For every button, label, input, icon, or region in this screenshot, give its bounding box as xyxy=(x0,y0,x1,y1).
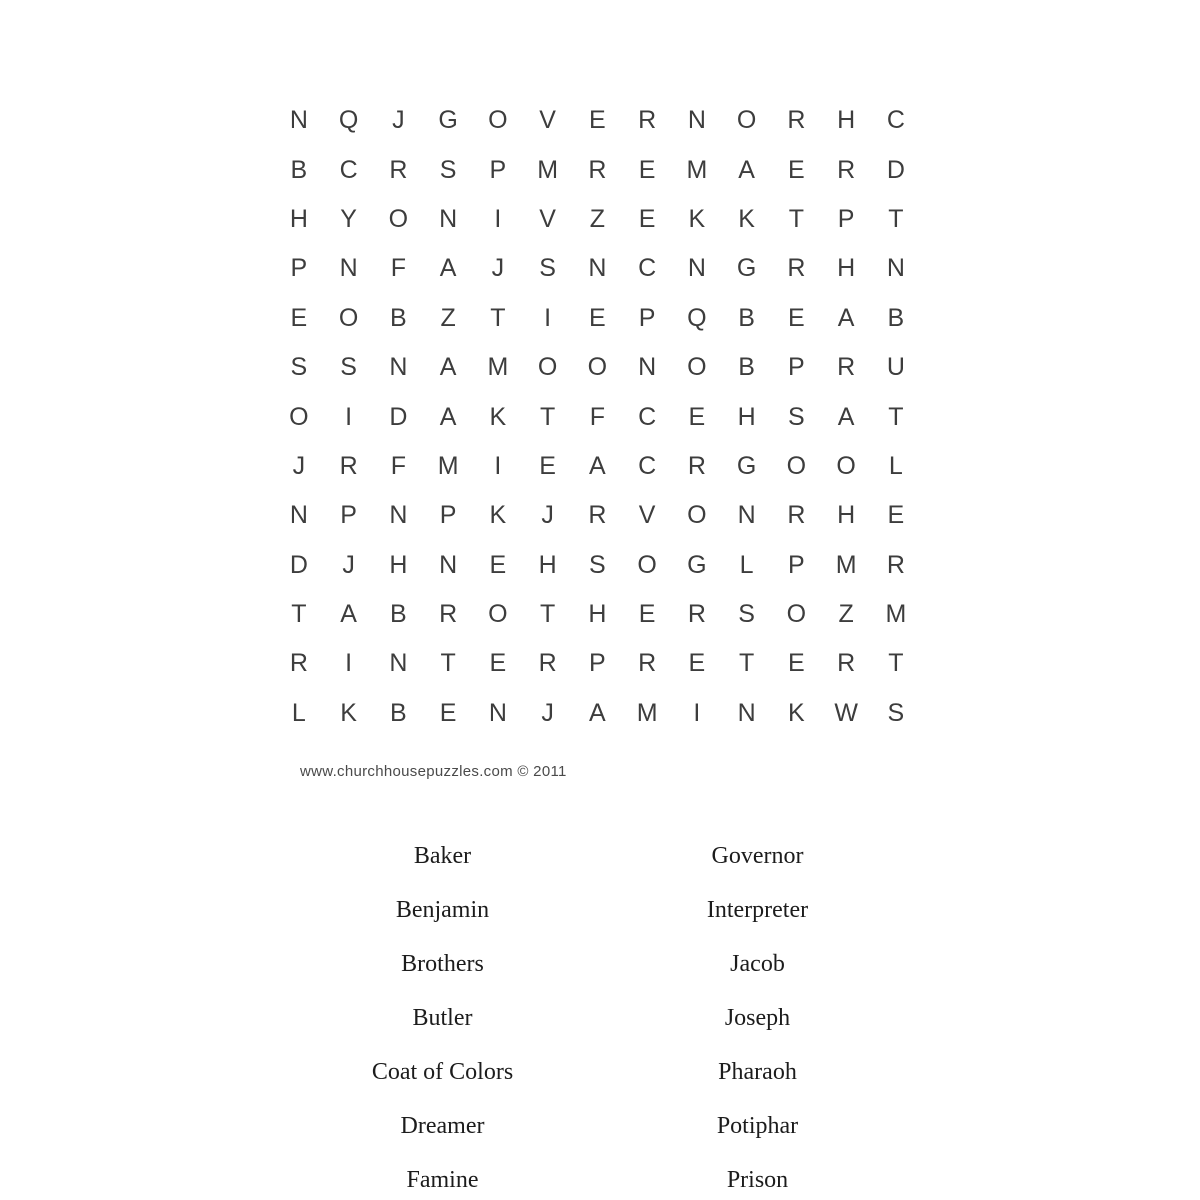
grid-letter: I xyxy=(345,402,353,431)
word-list-right-column xyxy=(600,829,915,1200)
grid-letter: R xyxy=(837,155,856,184)
grid-letter: K xyxy=(489,501,507,530)
grid-letter: B xyxy=(738,353,755,382)
grid-letter: C xyxy=(339,155,358,184)
grid-letter: K xyxy=(788,698,805,727)
grid-letter: M xyxy=(636,698,658,727)
grid-letter: O xyxy=(537,353,558,382)
grid-letter: C xyxy=(886,106,905,135)
grid-letter: F xyxy=(589,402,606,431)
grid-letter: I xyxy=(693,698,701,727)
grid-letter: A xyxy=(837,402,855,431)
grid-letter: S xyxy=(589,550,606,579)
grid-letter: F xyxy=(390,451,407,480)
grid-letter: P xyxy=(837,204,855,233)
word-list xyxy=(285,829,915,1200)
grid-letter: B xyxy=(738,303,755,332)
grid-letter: J xyxy=(392,106,405,135)
grid-letter: P xyxy=(589,649,606,678)
grid-letter: J xyxy=(292,451,306,480)
grid-letter: O xyxy=(786,600,807,629)
grid-letter: Z xyxy=(589,204,606,233)
grid-letter: Z xyxy=(838,600,854,629)
grid-letter: T xyxy=(888,204,904,233)
grid-letter: Q xyxy=(338,106,359,135)
grid-letter: H xyxy=(837,106,856,135)
grid-letter: N xyxy=(886,254,905,283)
word-list-item: Benjamin xyxy=(395,896,490,923)
grid-letter: N xyxy=(737,501,756,530)
grid-letter: H xyxy=(389,550,408,579)
grid-letter: S xyxy=(738,600,755,629)
grid-letter: S xyxy=(290,353,308,382)
word-list-item: Butler xyxy=(412,1004,473,1031)
grid-letter: L xyxy=(739,550,754,579)
grid-letter: I xyxy=(494,451,502,480)
grid-letter: O xyxy=(338,303,359,332)
grid-letter: T xyxy=(291,600,307,629)
grid-letter: H xyxy=(837,254,856,283)
grid-letter: F xyxy=(390,254,407,283)
grid-letter: S xyxy=(439,155,457,184)
grid-letter: R xyxy=(638,106,657,135)
grid-letter: E xyxy=(887,501,905,530)
grid-letter: S xyxy=(788,402,805,431)
grid-letter: B xyxy=(290,155,308,184)
word-list-item: Governor xyxy=(711,842,804,869)
grid-letter: N xyxy=(439,204,458,233)
grid-letter: G xyxy=(736,254,757,283)
grid-letter: E xyxy=(688,402,706,431)
grid-letter: A xyxy=(439,254,457,283)
grid-letter: T xyxy=(440,649,456,678)
grid-letter: G xyxy=(687,550,707,579)
grid-letter: P xyxy=(788,550,805,579)
grid-letter: I xyxy=(345,649,353,678)
grid-letter: A xyxy=(340,600,357,629)
grid-letter: I xyxy=(494,204,502,233)
grid-letter: P xyxy=(489,155,507,184)
grid-letter: R xyxy=(339,451,358,480)
word-list-item: Coat of Colors xyxy=(371,1058,514,1085)
grid-letter: T xyxy=(738,649,755,678)
grid-letter: R xyxy=(787,254,806,283)
grid-letter: H xyxy=(538,550,557,579)
grid-letter: C xyxy=(638,254,657,283)
grid-letter: N xyxy=(638,353,657,382)
word-list-item: Famine xyxy=(406,1167,479,1194)
grid-letter: L xyxy=(888,451,903,480)
word-list-item: Interpreter xyxy=(706,896,809,923)
grid-letter: T xyxy=(539,600,556,629)
grid-letter: Z xyxy=(440,303,456,332)
grid-letter: O xyxy=(736,106,757,135)
grid-letter: R xyxy=(538,649,557,678)
grid-letter: K xyxy=(340,698,357,727)
grid-letter: A xyxy=(439,353,457,382)
grid-letter: K xyxy=(688,204,706,233)
grid-letter: E xyxy=(788,155,805,184)
grid-letter: O xyxy=(637,550,657,579)
grid-letter: U xyxy=(886,353,905,382)
grid-letter: L xyxy=(291,698,306,727)
grid-letter: E xyxy=(788,649,805,678)
grid-letter: T xyxy=(788,204,805,233)
grid-letter: P xyxy=(638,303,656,332)
word-list-item: Pharaoh xyxy=(718,1058,797,1085)
grid-letter: Q xyxy=(687,303,707,332)
grid-letter: B xyxy=(390,698,407,727)
grid-letter: B xyxy=(390,303,407,332)
grid-letter: N xyxy=(339,254,358,283)
grid-letter: T xyxy=(888,649,904,678)
word-list-left-column xyxy=(285,829,600,1200)
word-list-item: Joseph xyxy=(724,1004,791,1031)
grid-letter: N xyxy=(389,649,408,678)
attribution: www.churchhousepuzzles.com © 2011 xyxy=(300,763,567,780)
grid-letter: O xyxy=(488,600,508,629)
grid-letter: E xyxy=(788,303,805,332)
grid-letter: R xyxy=(638,649,657,678)
grid-letter: H xyxy=(737,402,756,431)
grid-letter: E xyxy=(290,303,308,332)
grid-letter: P xyxy=(439,501,457,530)
grid-letter: V xyxy=(539,106,556,135)
grid-letter: Y xyxy=(340,204,357,233)
grid-letter: J xyxy=(541,501,554,530)
grid-letter: N xyxy=(389,501,408,530)
grid-letter: G xyxy=(736,451,757,480)
grid-letter: P xyxy=(788,353,805,382)
grid-letter: J xyxy=(491,254,505,283)
grid-letter: R xyxy=(439,600,458,629)
grid-letter: M xyxy=(885,600,907,629)
grid-letter: D xyxy=(289,550,308,579)
word-search-grid xyxy=(274,96,921,738)
grid-letter: B xyxy=(390,600,407,629)
grid-letter: N xyxy=(488,698,507,727)
grid-letter: R xyxy=(787,106,806,135)
grid-letter: P xyxy=(340,501,357,530)
grid-letter: J xyxy=(342,550,355,579)
grid-letter: O xyxy=(687,501,707,530)
grid-letter: J xyxy=(541,698,554,727)
grid-letter: R xyxy=(687,600,706,629)
grid-letter: O xyxy=(587,353,608,382)
grid-letter: R xyxy=(787,501,806,530)
grid-letter: H xyxy=(837,501,856,530)
grid-letter: E xyxy=(638,155,656,184)
grid-letter: D xyxy=(886,155,905,184)
grid-letter: R xyxy=(687,451,706,480)
grid-letter: W xyxy=(834,698,858,727)
grid-letter: C xyxy=(638,402,657,431)
grid-letter: R xyxy=(588,155,607,184)
grid-letter: R xyxy=(837,649,856,678)
word-list-item: Baker xyxy=(413,842,472,869)
word-list-item: Potiphar xyxy=(716,1113,799,1140)
grid-letter: A xyxy=(738,155,755,184)
grid-letter: E xyxy=(638,204,656,233)
grid-letter: H xyxy=(289,204,308,233)
word-list-item: Prison xyxy=(726,1167,789,1194)
grid-letter: E xyxy=(688,649,706,678)
grid-letter: N xyxy=(687,254,706,283)
grid-letter: O xyxy=(687,353,707,382)
grid-letter: A xyxy=(439,402,457,431)
grid-letter: T xyxy=(490,303,506,332)
grid-letter: E xyxy=(539,451,556,480)
grid-letter: R xyxy=(837,353,856,382)
grid-letter: N xyxy=(389,353,408,382)
word-list-item: Jacob xyxy=(730,950,785,977)
grid-letter: M xyxy=(487,353,509,382)
grid-letter: T xyxy=(888,402,904,431)
grid-letter: E xyxy=(638,600,656,629)
grid-letter: G xyxy=(438,106,458,135)
grid-letter: R xyxy=(886,550,905,579)
grid-letter: T xyxy=(539,402,556,431)
grid-letter: I xyxy=(544,303,552,332)
grid-letter: O xyxy=(786,451,807,480)
grid-letter: S xyxy=(539,254,556,283)
grid-letter: E xyxy=(489,550,507,579)
grid-letter: O xyxy=(488,106,508,135)
grid-letter: A xyxy=(837,303,855,332)
grid-letter: M xyxy=(686,155,708,184)
grid-letter: S xyxy=(340,353,357,382)
grid-letter: N xyxy=(289,501,308,530)
grid-letter: E xyxy=(439,698,457,727)
grid-letter: M xyxy=(835,550,857,579)
grid-letter: N xyxy=(439,550,458,579)
grid-letter: H xyxy=(588,600,607,629)
grid-letter: N xyxy=(737,698,756,727)
grid-letter: N xyxy=(687,106,706,135)
word-list-item: Brothers xyxy=(401,950,484,977)
grid-letter: R xyxy=(389,155,408,184)
grid-letter: R xyxy=(289,649,308,678)
grid-letter: D xyxy=(389,402,408,431)
grid-letter: E xyxy=(589,106,606,135)
word-list-item: Dreamer xyxy=(400,1113,485,1140)
grid-letter: M xyxy=(537,155,559,184)
grid-letter: E xyxy=(589,303,606,332)
grid-letter: S xyxy=(887,698,905,727)
grid-letter: N xyxy=(289,106,308,135)
grid-letter: O xyxy=(836,451,856,480)
grid-letter: R xyxy=(588,501,607,530)
grid-letter: N xyxy=(588,254,607,283)
grid-letter: P xyxy=(290,254,308,283)
grid-letter: K xyxy=(738,204,755,233)
grid-letter: A xyxy=(589,698,606,727)
grid-letter: O xyxy=(388,204,409,233)
grid-letter: K xyxy=(489,402,507,431)
grid-letter: A xyxy=(589,451,606,480)
grid-letter: M xyxy=(437,451,459,480)
grid-letter: V xyxy=(539,204,556,233)
grid-letter: E xyxy=(489,649,507,678)
grid-letter: C xyxy=(638,451,657,480)
grid-letter: O xyxy=(289,402,309,431)
grid-letter: V xyxy=(638,501,656,530)
grid-letter: B xyxy=(887,303,905,332)
